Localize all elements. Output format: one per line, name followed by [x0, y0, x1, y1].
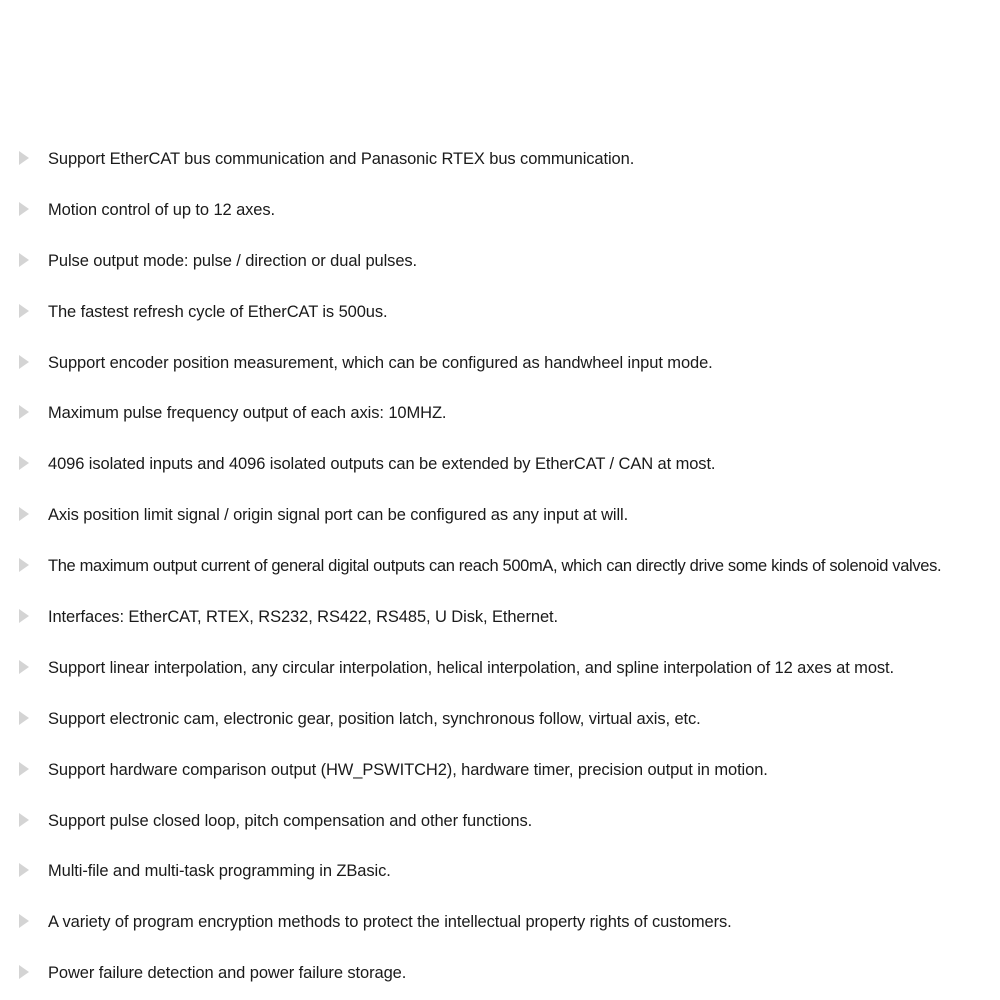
triangle-bullet-icon [19, 456, 29, 470]
feature-item [0, 184, 1000, 235]
triangle-bullet-icon [19, 863, 29, 877]
feature-item [0, 133, 1000, 184]
feature-text: Maximum pulse frequency output of each axis: 10MHZ. [48, 404, 447, 423]
feature-text: Support encoder position measurement, which can be configured as handwheel input mode. [48, 353, 713, 372]
feature-text: The fastest refresh cycle of EtherCAT is 500us. [48, 302, 388, 321]
triangle-bullet-icon [19, 711, 29, 725]
feature-item [0, 591, 1000, 642]
feature-item [0, 438, 1000, 489]
feature-text: Power failure detection and power failure storage. [48, 964, 407, 983]
triangle-bullet-icon [19, 304, 29, 318]
feature-list [0, 133, 1000, 998]
feature-text: A variety of program encryption methods to protect the intellectual property rights of customers. [48, 913, 732, 932]
feature-item [0, 693, 1000, 744]
triangle-bullet-icon [19, 965, 29, 979]
triangle-bullet-icon [19, 507, 29, 521]
feature-text: Interfaces: EtherCAT, RTEX, RS232, RS422, RS485, U Disk, Ethernet. [48, 608, 559, 627]
feature-item [0, 540, 1000, 591]
triangle-bullet-icon [19, 660, 29, 674]
feature-text: Support electronic cam, electronic gear, position latch, synchronous follow, virtual axis, etc. [48, 709, 701, 728]
triangle-bullet-icon [19, 355, 29, 369]
feature-text: 4096 isolated inputs and 4096 isolated outputs can be extended by EtherCAT / CAN at most. [48, 455, 716, 474]
feature-item [0, 235, 1000, 286]
triangle-bullet-icon [19, 609, 29, 623]
feature-item [0, 286, 1000, 337]
feature-item [0, 642, 1000, 693]
feature-text: Support EtherCAT bus communication and Panasonic RTEX bus communication. [48, 150, 635, 168]
feature-text: Multi-file and multi-task programming in ZBasic. [48, 862, 391, 881]
feature-item [0, 896, 1000, 947]
triangle-bullet-icon [19, 914, 29, 928]
feature-item [0, 387, 1000, 438]
triangle-bullet-icon [19, 558, 29, 572]
feature-text: Support pulse closed loop, pitch compensation and other functions. [48, 811, 533, 830]
feature-text: Motion control of up to 12 axes. [48, 200, 276, 219]
feature-item [0, 795, 1000, 846]
triangle-bullet-icon [19, 202, 29, 216]
triangle-bullet-icon [19, 813, 29, 827]
triangle-bullet-icon [19, 762, 29, 776]
triangle-bullet-icon [19, 253, 29, 267]
feature-item [0, 845, 1000, 896]
feature-item [0, 489, 1000, 540]
feature-item [0, 337, 1000, 388]
feature-text: Support linear interpolation, any circular interpolation, helical interpolation, and spline interpolation of 12 axes at most. [48, 658, 895, 677]
feature-item [0, 744, 1000, 795]
feature-text: Axis position limit signal / origin signal port can be configured as any input at will. [48, 506, 629, 525]
feature-text: Support hardware comparison output (HW_PSWITCH2), hardware timer, precision output in motion. [48, 760, 768, 779]
triangle-bullet-icon [19, 151, 29, 165]
feature-item [0, 947, 1000, 998]
feature-text: Pulse output mode: pulse / direction or dual pulses. [48, 251, 418, 270]
feature-text: The maximum output current of general digital outputs can reach 500mA, which can directly drive some kinds of solenoid valves. [48, 557, 942, 576]
triangle-bullet-icon [19, 405, 29, 419]
